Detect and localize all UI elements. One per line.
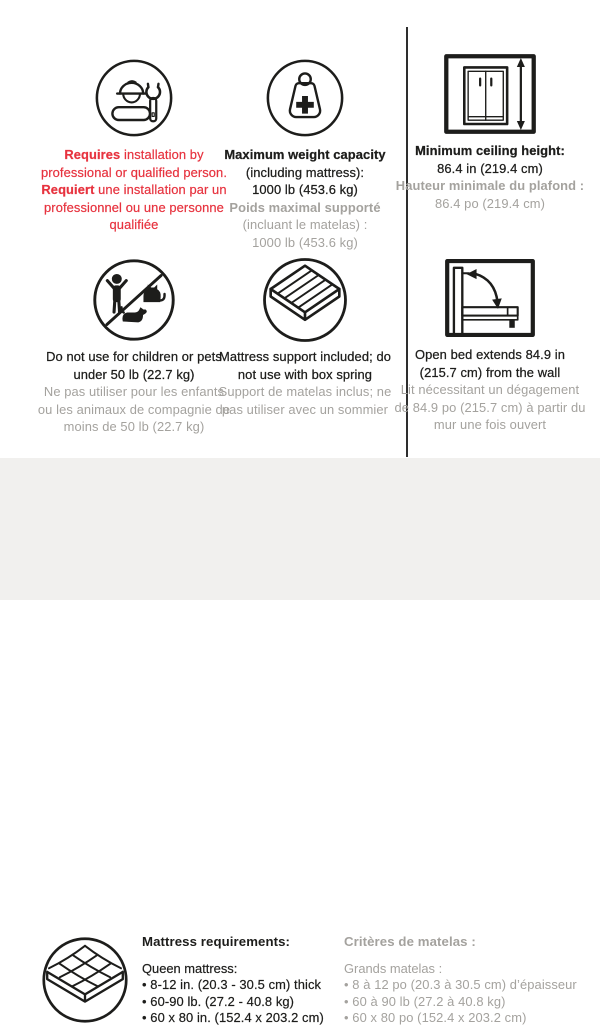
mattress-spec-item: • 60-90 lb. (27.2 - 40.8 kg) — [142, 994, 324, 1011]
mattress-spec-item: • 60 x 80 in. (152.4 x 203.2 cm) — [142, 1010, 324, 1027]
mattress-support-icon — [261, 254, 349, 346]
mattress-requirements-heading-fr: Critères de matelas : — [344, 934, 476, 949]
mattress-subheading-fr: Grands matelas : — [344, 961, 443, 976]
weight-icon — [265, 52, 345, 144]
info-line: Requires installation by — [64, 147, 204, 162]
info-line: Poids maximal supporté — [229, 199, 381, 215]
mattress-requirements-en — [142, 934, 324, 1027]
info-line: (215.7 cm) from the wall — [419, 364, 561, 380]
info-text — [41, 146, 227, 234]
info-line: 1000 lb (453.6 kg) — [252, 182, 358, 198]
info-line: (incluant le matelas) : — [242, 217, 368, 233]
info-line: 86.4 in (219.4 cm) — [437, 160, 543, 176]
mattress-icon — [40, 935, 130, 1025]
info-line: moins de 50 lb (22.7 kg) — [63, 419, 205, 435]
info-line: Lit nécessitant un dégagement — [400, 382, 580, 398]
open-bed-icon — [443, 252, 537, 344]
info-line: Requiert une installation par un — [41, 182, 227, 198]
info-line: professionnel ou une personne — [44, 199, 224, 215]
info-text — [38, 348, 230, 436]
info-line: 86.4 po (219.4 cm) — [435, 195, 545, 211]
info-line: Hauteur minimale du plafond : — [395, 178, 585, 194]
info-cell-open-bed — [394, 252, 586, 434]
mattress-spec-item: • 8 à 12 po (20.3 à 30.5 cm) d’épaisseur — [344, 977, 577, 994]
info-text — [219, 348, 392, 418]
no-children-pets-icon — [91, 254, 177, 346]
info-line: Support de matelas inclus; ne — [218, 384, 392, 400]
info-cell-weight-capacity — [212, 52, 398, 252]
mattress-spec-item: • 60 x 80 po (152.4 x 203.2 cm) — [344, 1010, 577, 1027]
info-cell-no-children-pets — [36, 254, 232, 436]
info-line: mur une fois ouvert — [433, 417, 547, 433]
info-line: Do not use for children or pets — [46, 349, 222, 364]
info-line: not use with box spring — [237, 366, 373, 382]
info-line: Ne pas utiliser pour les enfants — [43, 384, 225, 400]
mattress-requirements-section — [0, 458, 600, 1026]
info-text — [224, 146, 385, 252]
info-line: Open bed extends 84.9 in — [414, 347, 566, 362]
mattress-spec-item: • 8-12 in. (20.3 - 30.5 cm) thick — [142, 977, 324, 994]
info-line: ou les animaux de compagnie de — [37, 401, 231, 417]
info-line: pas utiliser avec un sommier — [221, 401, 389, 417]
installer-icon — [94, 52, 174, 144]
info-cell-ceiling-height — [395, 48, 585, 212]
mattress-subheading-en: Queen mattress: — [142, 961, 238, 976]
info-line: Mattress support included; do — [218, 349, 391, 364]
mattress-spec-list-fr — [344, 977, 577, 1027]
info-text — [394, 346, 585, 434]
info-cell-mattress-support — [212, 254, 398, 418]
info-line: Minimum ceiling height: — [415, 143, 565, 158]
info-line: (including mattress): — [245, 164, 365, 180]
info-line: 1000 lb (453.6 kg) — [252, 234, 358, 250]
mattress-spec-item: • 60 à 90 lb (27.2 à 40.8 kg) — [344, 994, 577, 1011]
info-line: de 84.9 po (215.7 cm) à partir du — [394, 399, 586, 415]
info-line: qualifiée — [109, 217, 159, 233]
ceiling-height-icon — [442, 48, 538, 140]
mattress-requirements-fr — [344, 934, 577, 1027]
info-line: Maximum weight capacity — [224, 147, 386, 162]
info-text — [396, 142, 584, 212]
info-line: professional or qualified person. — [40, 164, 228, 180]
mattress-requirements-heading-en: Mattress requirements: — [142, 934, 291, 949]
mattress-spec-list-en — [142, 977, 324, 1027]
info-line: under 50 lb (22.7 kg) — [73, 366, 195, 382]
info-cell-installation — [36, 52, 232, 234]
